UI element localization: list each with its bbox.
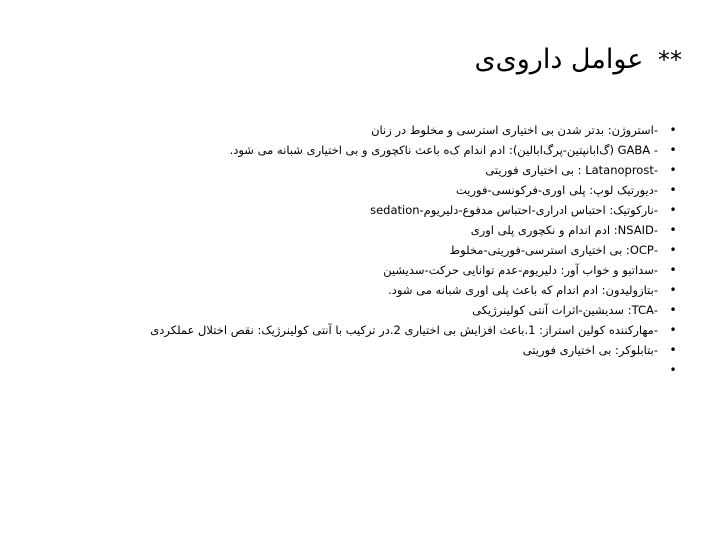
bullet-item <box>40 240 680 260</box>
bullet-icon: • <box>669 223 677 237</box>
bullet-text: -OCP: بی اختیاری استرسی-فوریتی-مخلوط <box>449 243 658 257</box>
bullet-icon: • <box>669 143 677 157</box>
bullet-item <box>40 260 680 280</box>
bullet-icon: • <box>669 243 677 257</box>
bullet-item <box>40 120 680 140</box>
bullet-icon: • <box>669 163 677 177</box>
bullet-text: -Latanoprost : بی اختیاری فوریتی <box>485 163 658 177</box>
bullet-icon: • <box>669 123 677 137</box>
bullet-item <box>40 320 680 340</box>
bullet-text: -سداتیو و خواب آور: دلیریوم-عدم توانایی حرکت-سدیشین <box>383 263 658 277</box>
bullet-text: -TCA: سدیشین-اثرات آنتی کولینرژیکی <box>472 303 658 317</box>
bullet-text: -نارکوتیک: احتباس ادراری-احتباس مدفوع-دلیریوم-sedation <box>370 203 658 217</box>
bullet-text: - GABA (گ‌ابانپتین-پرگ‌ابالین): ادم اندام ک‌ه باعث ناکچوری و بی اختیاری شبانه می شود. <box>229 143 658 157</box>
bullet-item <box>40 280 680 300</box>
bullet-text: -بتابلوکر: بی اختیاری فوریتی <box>522 343 658 357</box>
bullet-item <box>40 180 680 200</box>
bullet-text: -مهارکننده کولین استراز: 1.باعث افزایش بی اختیاری 2.در ترکیب با آنتی کولینرژیک: نقص اختلال عملکردی <box>150 323 658 337</box>
title-text: عوامل داروی‌ی <box>474 44 644 75</box>
bullet-icon: • <box>669 323 677 337</box>
bullet-text: -بتازولیدون: ادم اندام که باعث پلی اوری شبانه می شود. <box>388 283 658 297</box>
bullet-icon: • <box>669 263 677 277</box>
title-stars: ** <box>658 46 682 74</box>
slide-title <box>40 44 682 75</box>
bullet-icon: • <box>669 283 677 297</box>
bullet-text: -NSAID: ادم اندام و نکچوری پلی اوری <box>470 223 658 237</box>
bullet-icon: • <box>669 303 677 317</box>
bullet-item <box>40 160 680 180</box>
bullet-text: -استروژن: بدتر شدن بی اختیاری استرسی و مخلوط در زنان <box>371 123 658 137</box>
bullet-item <box>40 200 680 220</box>
bullet-item <box>40 220 680 240</box>
bullet-item <box>40 300 680 320</box>
bullet-item <box>40 340 680 360</box>
bullet-item <box>40 140 680 160</box>
bullet-icon: • <box>669 183 677 197</box>
bullet-item <box>40 360 680 380</box>
bullet-icon: • <box>669 363 677 377</box>
bullet-text: -دیورتیک لوپ: پلی اوری-فرکونسی-فوریت <box>455 183 658 197</box>
bullet-icon: • <box>669 343 677 357</box>
bullet-icon: • <box>669 203 677 217</box>
bullet-list <box>40 120 680 380</box>
